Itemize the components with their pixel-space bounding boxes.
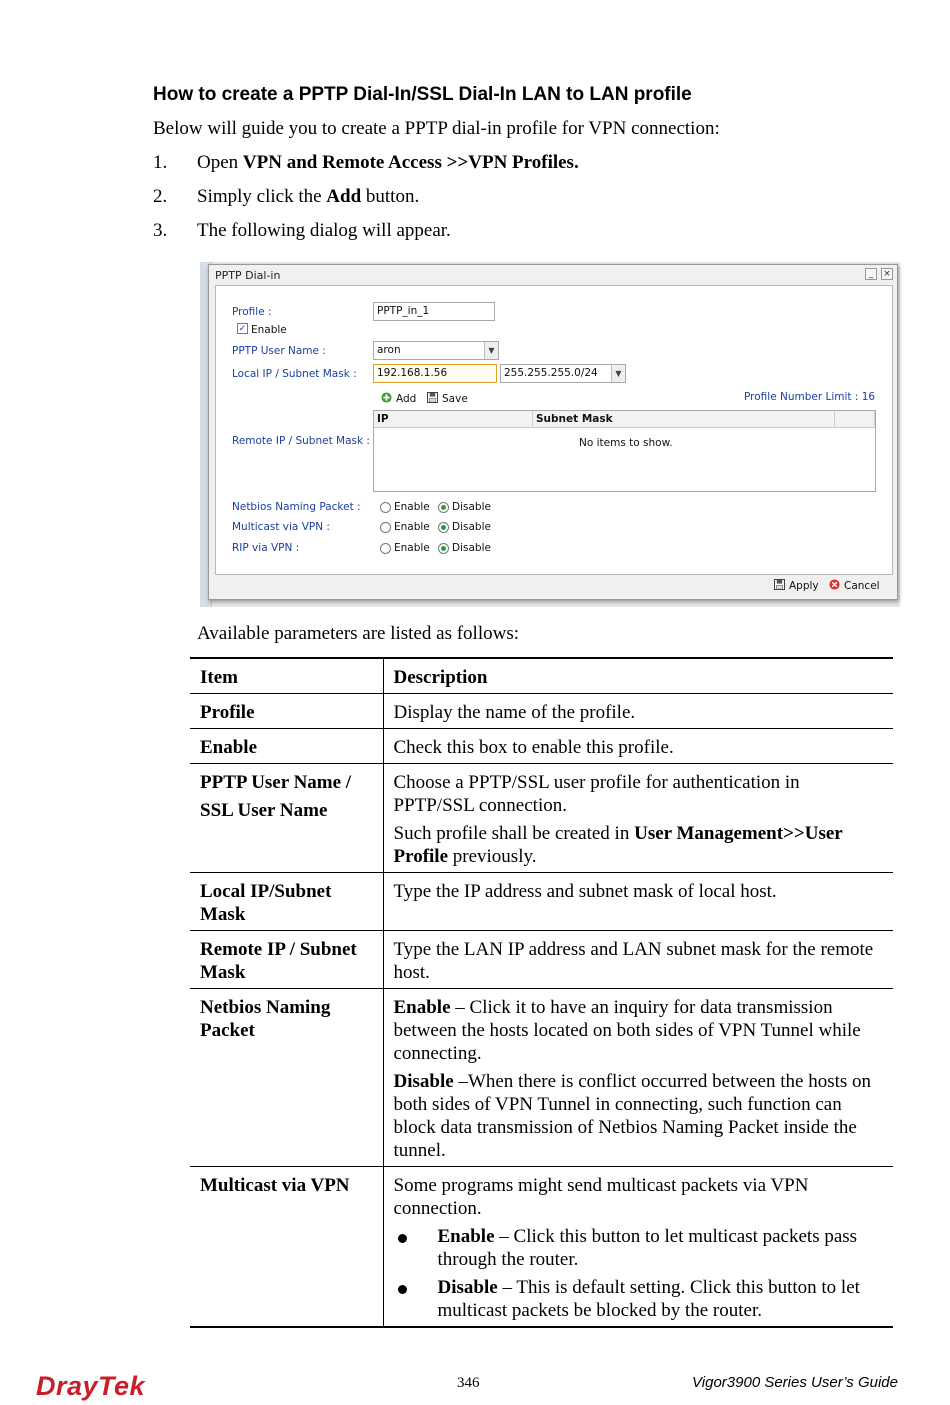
profile-label: Profile : — [232, 306, 272, 318]
rip-label: RIP via VPN : — [232, 542, 300, 554]
radio-label: Disable — [452, 501, 491, 513]
grid-empty-text: No items to show. — [579, 437, 673, 449]
enable-checkbox[interactable]: ✓ — [238, 323, 247, 333]
header-item: Item — [190, 658, 383, 694]
dialog-body — [215, 285, 893, 575]
col-ip[interactable]: IP — [374, 411, 533, 428]
cell-item: Enable — [190, 729, 383, 764]
parameters-table — [190, 657, 893, 1328]
rip-disable-radio[interactable] — [438, 543, 449, 554]
profile-input[interactable]: PPTP_in_1 — [373, 302, 495, 321]
table-row — [190, 764, 893, 873]
apply-button[interactable]: Apply — [774, 579, 819, 592]
step-number: 3. — [153, 220, 168, 241]
remote-ip-label: Remote IP / Subnet Mask : — [232, 435, 370, 447]
step-text: The following dialog will appear. — [197, 220, 451, 241]
multicast-disable-radio[interactable] — [438, 522, 449, 533]
save-button[interactable]: Save — [427, 392, 468, 405]
item-line: PPTP User Name / — [200, 772, 352, 793]
cell-description: Check this box to enable this profile. — [393, 737, 674, 758]
table-header-row — [190, 658, 893, 694]
col-subnet-mask[interactable]: Subnet Mask — [533, 411, 835, 428]
bullet-item: Disable – This is default setting. Click this button to let multicast packets be blocked by the router. — [394, 1276, 884, 1322]
cancel-button[interactable]: Cancel — [829, 579, 880, 592]
description-paragraph: Some programs might send multicast packets via VPN connection. — [393, 1175, 809, 1219]
local-ip-label: Local IP / Subnet Mask : — [232, 368, 357, 380]
description-paragraph: Disable –When there is conflict occurred between the hosts on both sides of VPN Tunnel in connecting, such function can block data transmission of Netbios Naming Packet inside the tunnel. — [393, 1071, 872, 1161]
intro-text: Below will guide you to create a PPTP dial-in profile for VPN connection: — [153, 118, 720, 139]
step-number: 1. — [153, 152, 168, 173]
profile-limit: Profile Number Limit : 16 — [744, 391, 876, 403]
item-line: SSL User Name — [200, 800, 328, 821]
cancel-icon — [829, 579, 840, 590]
col-actions — [835, 411, 875, 428]
dialog-title: PPTP Dial-in — [215, 269, 281, 282]
multicast-label: Multicast via VPN : — [232, 521, 330, 533]
bullet-icon — [398, 1285, 407, 1294]
multicast-enable-radio[interactable] — [380, 522, 391, 533]
netbios-label: Netbios Naming Packet : — [232, 501, 361, 513]
guide-title: Vigor3900 Series User’s Guide — [692, 1374, 898, 1391]
bullet-icon — [398, 1234, 407, 1243]
description-paragraph: Such profile shall be created in User Management>>User Profile previously. — [393, 823, 843, 867]
cell-description — [383, 1167, 893, 1328]
cell-item: Local IP/Subnet Mask — [190, 873, 383, 931]
radio-label: Disable — [452, 542, 491, 554]
header-description: Description — [393, 667, 488, 688]
description-paragraph: Enable – Click it to have an inquiry for data transmission between the hosts located on both sides of VPN Tunnel while connecting. — [393, 997, 861, 1064]
bullet-item: Enable – Click this button to let multicast packets pass through the router. — [394, 1225, 884, 1271]
cell-description: Type the LAN IP address and LAN subnet mask for the remote host. — [393, 939, 874, 983]
step-number: 2. — [153, 186, 168, 207]
params-intro: Available parameters are listed as follows: — [197, 623, 519, 644]
cell-item: Remote IP / Subnet Mask — [190, 931, 383, 989]
pptp-user-select[interactable]: aron ▼ — [373, 341, 499, 360]
radio-label: Enable — [394, 501, 430, 513]
table-row — [190, 931, 893, 989]
description-paragraph: Choose a PPTP/SSL user profile for authentication in PPTP/SSL connection. — [393, 772, 800, 816]
table-row — [190, 694, 893, 729]
plus-icon — [381, 392, 392, 403]
local-ip-input[interactable]: 192.168.1.56 — [373, 364, 497, 383]
draytek-logo: DrayTek — [36, 1371, 146, 1401]
netbios-disable-radio[interactable] — [438, 502, 449, 513]
cell-description: Display the name of the profile. — [393, 702, 636, 723]
netbios-enable-radio[interactable] — [380, 502, 391, 513]
radio-label: Disable — [452, 521, 491, 533]
table-row — [190, 729, 893, 764]
radio-label: Enable — [394, 521, 430, 533]
page-number: 346 — [457, 1375, 480, 1391]
rip-enable-radio[interactable] — [380, 543, 391, 554]
add-button[interactable]: Add — [381, 392, 416, 405]
cell-description — [383, 764, 893, 873]
grid-header — [374, 411, 875, 428]
cell-description — [383, 989, 893, 1167]
chevron-down-icon: ▼ — [611, 365, 625, 382]
cell-item: Multicast via VPN — [190, 1167, 383, 1328]
table-row — [190, 1167, 893, 1328]
close-button[interactable]: × — [881, 268, 893, 280]
cell-item: Netbios Naming Packet — [190, 989, 383, 1167]
pptp-dialog — [208, 264, 898, 600]
cell-item — [190, 764, 383, 873]
pptp-user-label: PPTP User Name : — [232, 345, 326, 357]
floppy-icon — [774, 579, 785, 590]
section-heading: How to create a PPTP Dial-In/SSL Dial-In LAN to LAN profile — [153, 84, 692, 105]
table-row — [190, 989, 893, 1167]
minimize-button[interactable]: _ — [865, 268, 877, 280]
local-mask-select[interactable]: 255.255.255.0/24 ▼ — [500, 364, 626, 383]
remote-ip-grid — [373, 410, 876, 492]
step-text: Simply click the Add button. — [197, 186, 420, 207]
chevron-down-icon: ▼ — [484, 342, 498, 359]
cell-item: Profile — [190, 694, 383, 729]
table-row — [190, 873, 893, 931]
dialog-screenshot — [200, 262, 900, 607]
step-text: Open VPN and Remote Access >>VPN Profiles. — [197, 152, 579, 173]
enable-label: Enable — [251, 324, 287, 336]
radio-label: Enable — [394, 542, 430, 554]
floppy-icon — [427, 392, 438, 403]
cell-description: Type the IP address and subnet mask of local host. — [393, 881, 777, 902]
